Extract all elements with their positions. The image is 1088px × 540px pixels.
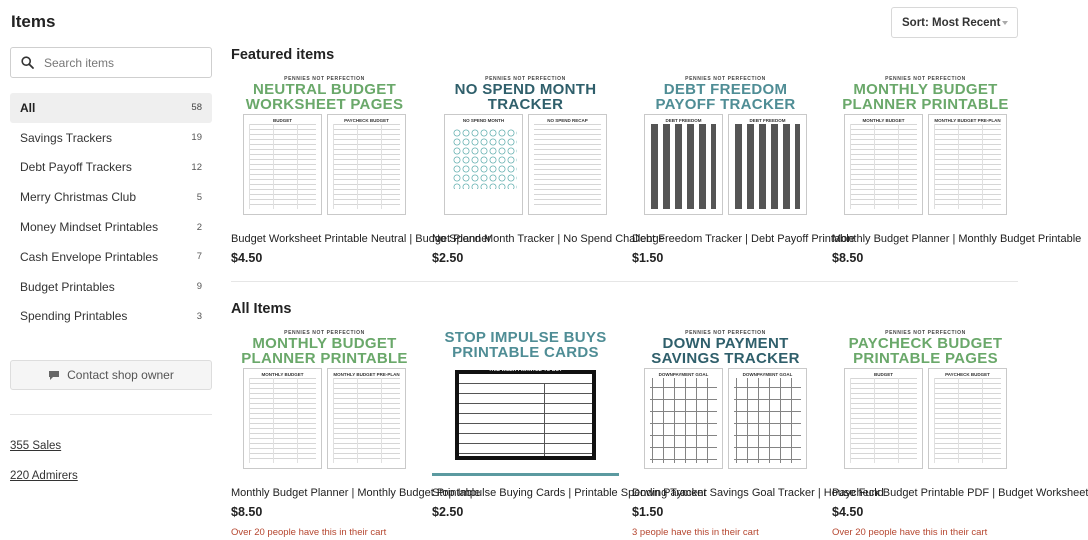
product-price: $2.50 — [432, 251, 464, 265]
worksheet-columns — [333, 124, 400, 209]
worksheet-preview — [928, 368, 1007, 469]
sidebar-divider — [10, 414, 212, 415]
category-item[interactable] — [10, 153, 212, 183]
worksheet-preview — [327, 114, 406, 215]
category-label: Savings Trackers — [20, 130, 113, 145]
all-items-heading: All Items — [231, 301, 292, 317]
product-title[interactable]: Paycheck Budget Printable PDF | Budget Worksheet — [832, 487, 1088, 499]
product-thumbnail[interactable] — [432, 328, 619, 478]
impulse-card-title: THIS WEEK I WANTED TO BUY — [488, 367, 563, 373]
admirers-link[interactable]: 220 Admirers — [10, 470, 78, 482]
worksheet-title: MONTHLY BUDGET — [261, 372, 304, 377]
category-count: 58 — [191, 102, 202, 114]
category-count: 3 — [196, 310, 202, 322]
category-label: Spending Printables — [20, 309, 128, 324]
worksheet-columns — [934, 378, 1001, 463]
worksheet-columns — [850, 378, 917, 463]
category-label: Money Mindset Printables — [20, 220, 159, 235]
thumbnail-headline: MONTHLY BUDGET PLANNER PRINTABLE — [842, 81, 1009, 113]
thumbnail-headline: STOP IMPULSE BUYS PRINTABLE CARDS — [444, 329, 607, 361]
sales-link[interactable]: 355 Sales — [10, 440, 62, 452]
category-item[interactable] — [10, 93, 212, 123]
category-label: All — [20, 100, 36, 115]
thumbnail-brand-text: PENNIES NOT PERFECTION — [685, 76, 766, 82]
thumbnail-headline: NEUTRAL BUDGET WORKSHEET PAGES — [245, 81, 404, 113]
product-title[interactable]: Debt Freedom Tracker | Debt Payoff Printable — [632, 233, 855, 245]
chevron-down-icon — [1002, 21, 1008, 25]
worksheet-columns — [249, 124, 316, 209]
contact-shop-owner-button[interactable] — [10, 360, 212, 390]
worksheet-preview — [728, 114, 807, 215]
category-label: Merry Christmas Club — [20, 190, 137, 205]
product-thumbnail[interactable] — [832, 328, 1019, 478]
product-price: $8.50 — [231, 505, 263, 519]
thumbnail-brand-text: PENNIES NOT PERFECTION — [284, 76, 365, 82]
cart-urgency-note: 3 people have this in their cart — [632, 527, 759, 538]
category-label: Cash Envelope Printables — [20, 249, 159, 264]
thumbnail-brand-text: PENNIES NOT PERFECTION — [284, 330, 365, 336]
thumbnail-headline: PAYCHECK BUDGET PRINTABLE PAGES — [848, 335, 1003, 367]
thumbnail-brand-text: PENNIES NOT PERFECTION — [885, 76, 966, 82]
impulse-card-preview — [455, 367, 596, 460]
worksheet-title: DEBT FREEDOM — [749, 118, 786, 123]
worksheet-preview — [644, 368, 723, 469]
category-item[interactable] — [10, 242, 212, 272]
worksheet-title: BUDGET — [874, 372, 893, 377]
product-title[interactable]: Monthly Budget Planner | Monthly Budget Printable — [231, 487, 481, 499]
category-item[interactable] — [10, 123, 212, 153]
product-price: $8.50 — [832, 251, 864, 265]
tracker-boxes — [651, 124, 716, 209]
worksheet-title: MONTHLY BUDGET PRE-PLAN — [333, 372, 400, 377]
thumbnail-brand-text: PENNIES NOT PERFECTION — [485, 76, 566, 82]
section-divider — [231, 281, 1018, 282]
category-count: 19 — [191, 132, 202, 144]
product-title[interactable]: Down Payment Savings Goal Tracker | House Fund — [632, 487, 884, 499]
worksheet-preview — [444, 114, 523, 215]
worksheet-title: DOWNPAYMENT GOAL — [658, 372, 709, 377]
thumbnail-headline: DOWN PAYMENT SAVINGS TRACKER — [651, 335, 800, 367]
house-tracker-grid — [734, 378, 801, 463]
worksheet-columns — [934, 124, 1001, 209]
impulse-card-table — [459, 374, 592, 456]
product-thumbnail[interactable] — [832, 74, 1019, 224]
day-circles — [453, 129, 517, 189]
worksheet-title: NO SPEND RECAP — [547, 118, 588, 123]
worksheet-title: PAYCHECK BUDGET — [945, 372, 990, 377]
category-count: 2 — [196, 221, 202, 233]
product-title[interactable]: Stop Impulse Buying Cards | Printable Spending Tracker — [432, 487, 707, 499]
product-price: $4.50 — [231, 251, 263, 265]
worksheet-title: BUDGET — [273, 118, 292, 123]
product-thumbnail[interactable] — [632, 328, 819, 478]
search-icon — [21, 56, 34, 69]
cart-urgency-note: Over 20 people have this in their cart — [832, 527, 988, 538]
category-item[interactable] — [10, 212, 212, 242]
product-card[interactable] — [832, 328, 1088, 538]
search-box[interactable] — [10, 47, 212, 78]
category-label: Budget Printables — [20, 279, 115, 294]
thumbnail-headline: DEBT FREEDOM PAYOFF TRACKER — [655, 81, 796, 113]
thumbnail-brand-text: PENNIES NOT PERFECTION — [685, 330, 766, 336]
worksheet-title: NO SPEND MONTH — [462, 118, 505, 123]
product-thumbnail[interactable] — [231, 328, 418, 478]
product-title[interactable]: Budget Worksheet Printable Neutral | Budget Planner — [231, 233, 492, 245]
worksheet-preview — [844, 114, 923, 215]
category-label: Debt Payoff Trackers — [20, 160, 132, 175]
worksheet-preview — [528, 114, 607, 215]
sort-label: Sort: Most Recent — [902, 16, 1001, 29]
worksheet-preview — [928, 114, 1007, 215]
product-price: $1.50 — [632, 505, 664, 519]
worksheet-title: MONTHLY BUDGET PRE-PLAN — [934, 118, 1001, 123]
worksheet-columns — [850, 124, 917, 209]
product-card[interactable] — [832, 74, 1082, 265]
category-item[interactable] — [10, 182, 212, 212]
product-title[interactable]: Monthly Budget Planner | Monthly Budget Printable — [832, 233, 1082, 245]
items-heading: Items — [11, 12, 56, 31]
worksheet-title: DEBT FREEDOM — [665, 118, 702, 123]
tracker-boxes — [735, 124, 800, 209]
worksheet-preview — [243, 368, 322, 469]
sort-dropdown[interactable] — [891, 7, 1018, 38]
recap-lines — [534, 124, 601, 209]
product-thumbnail[interactable] — [231, 74, 418, 224]
worksheet-title: MONTHLY BUDGET — [862, 118, 905, 123]
worksheet-title: PAYCHECK BUDGET — [344, 118, 389, 123]
search-input[interactable] — [44, 56, 204, 70]
cart-urgency-note: Over 20 people have this in their cart — [231, 527, 387, 538]
category-count: 9 — [196, 281, 202, 293]
category-item[interactable] — [10, 302, 212, 332]
product-price: $1.50 — [632, 251, 664, 265]
product-price: $2.50 — [432, 505, 464, 519]
category-count: 5 — [196, 191, 202, 203]
thumbnail-headline: MONTHLY BUDGET PLANNER PRINTABLE — [241, 335, 408, 367]
thumbnail-headline: NO SPEND MONTH TRACKER — [454, 81, 597, 113]
worksheet-columns — [249, 378, 316, 463]
category-count: 12 — [191, 161, 202, 173]
product-thumbnail[interactable] — [632, 74, 819, 224]
message-icon — [48, 370, 60, 381]
category-count: 7 — [196, 251, 202, 263]
worksheet-preview — [644, 114, 723, 215]
contact-label: Contact shop owner — [67, 368, 174, 382]
thumbnail-accent-bar — [432, 473, 619, 476]
product-price: $4.50 — [832, 505, 864, 519]
thumbnail-brand-text: PENNIES NOT PERFECTION — [885, 330, 966, 336]
house-tracker-grid — [650, 378, 717, 463]
featured-heading: Featured items — [231, 47, 335, 63]
category-item[interactable] — [10, 272, 212, 302]
worksheet-preview — [728, 368, 807, 469]
impulse-card-column — [544, 384, 545, 456]
worksheet-title: DOWNPAYMENT GOAL — [742, 372, 793, 377]
worksheet-columns — [333, 378, 400, 463]
worksheet-preview — [844, 368, 923, 469]
shop-sidebar — [0, 0, 222, 540]
product-thumbnail[interactable] — [432, 74, 619, 224]
product-title[interactable]: No Spend Month Tracker | No Spend Challenge — [432, 233, 665, 245]
worksheet-preview — [327, 368, 406, 469]
worksheet-preview — [243, 114, 322, 215]
category-list — [10, 93, 212, 331]
